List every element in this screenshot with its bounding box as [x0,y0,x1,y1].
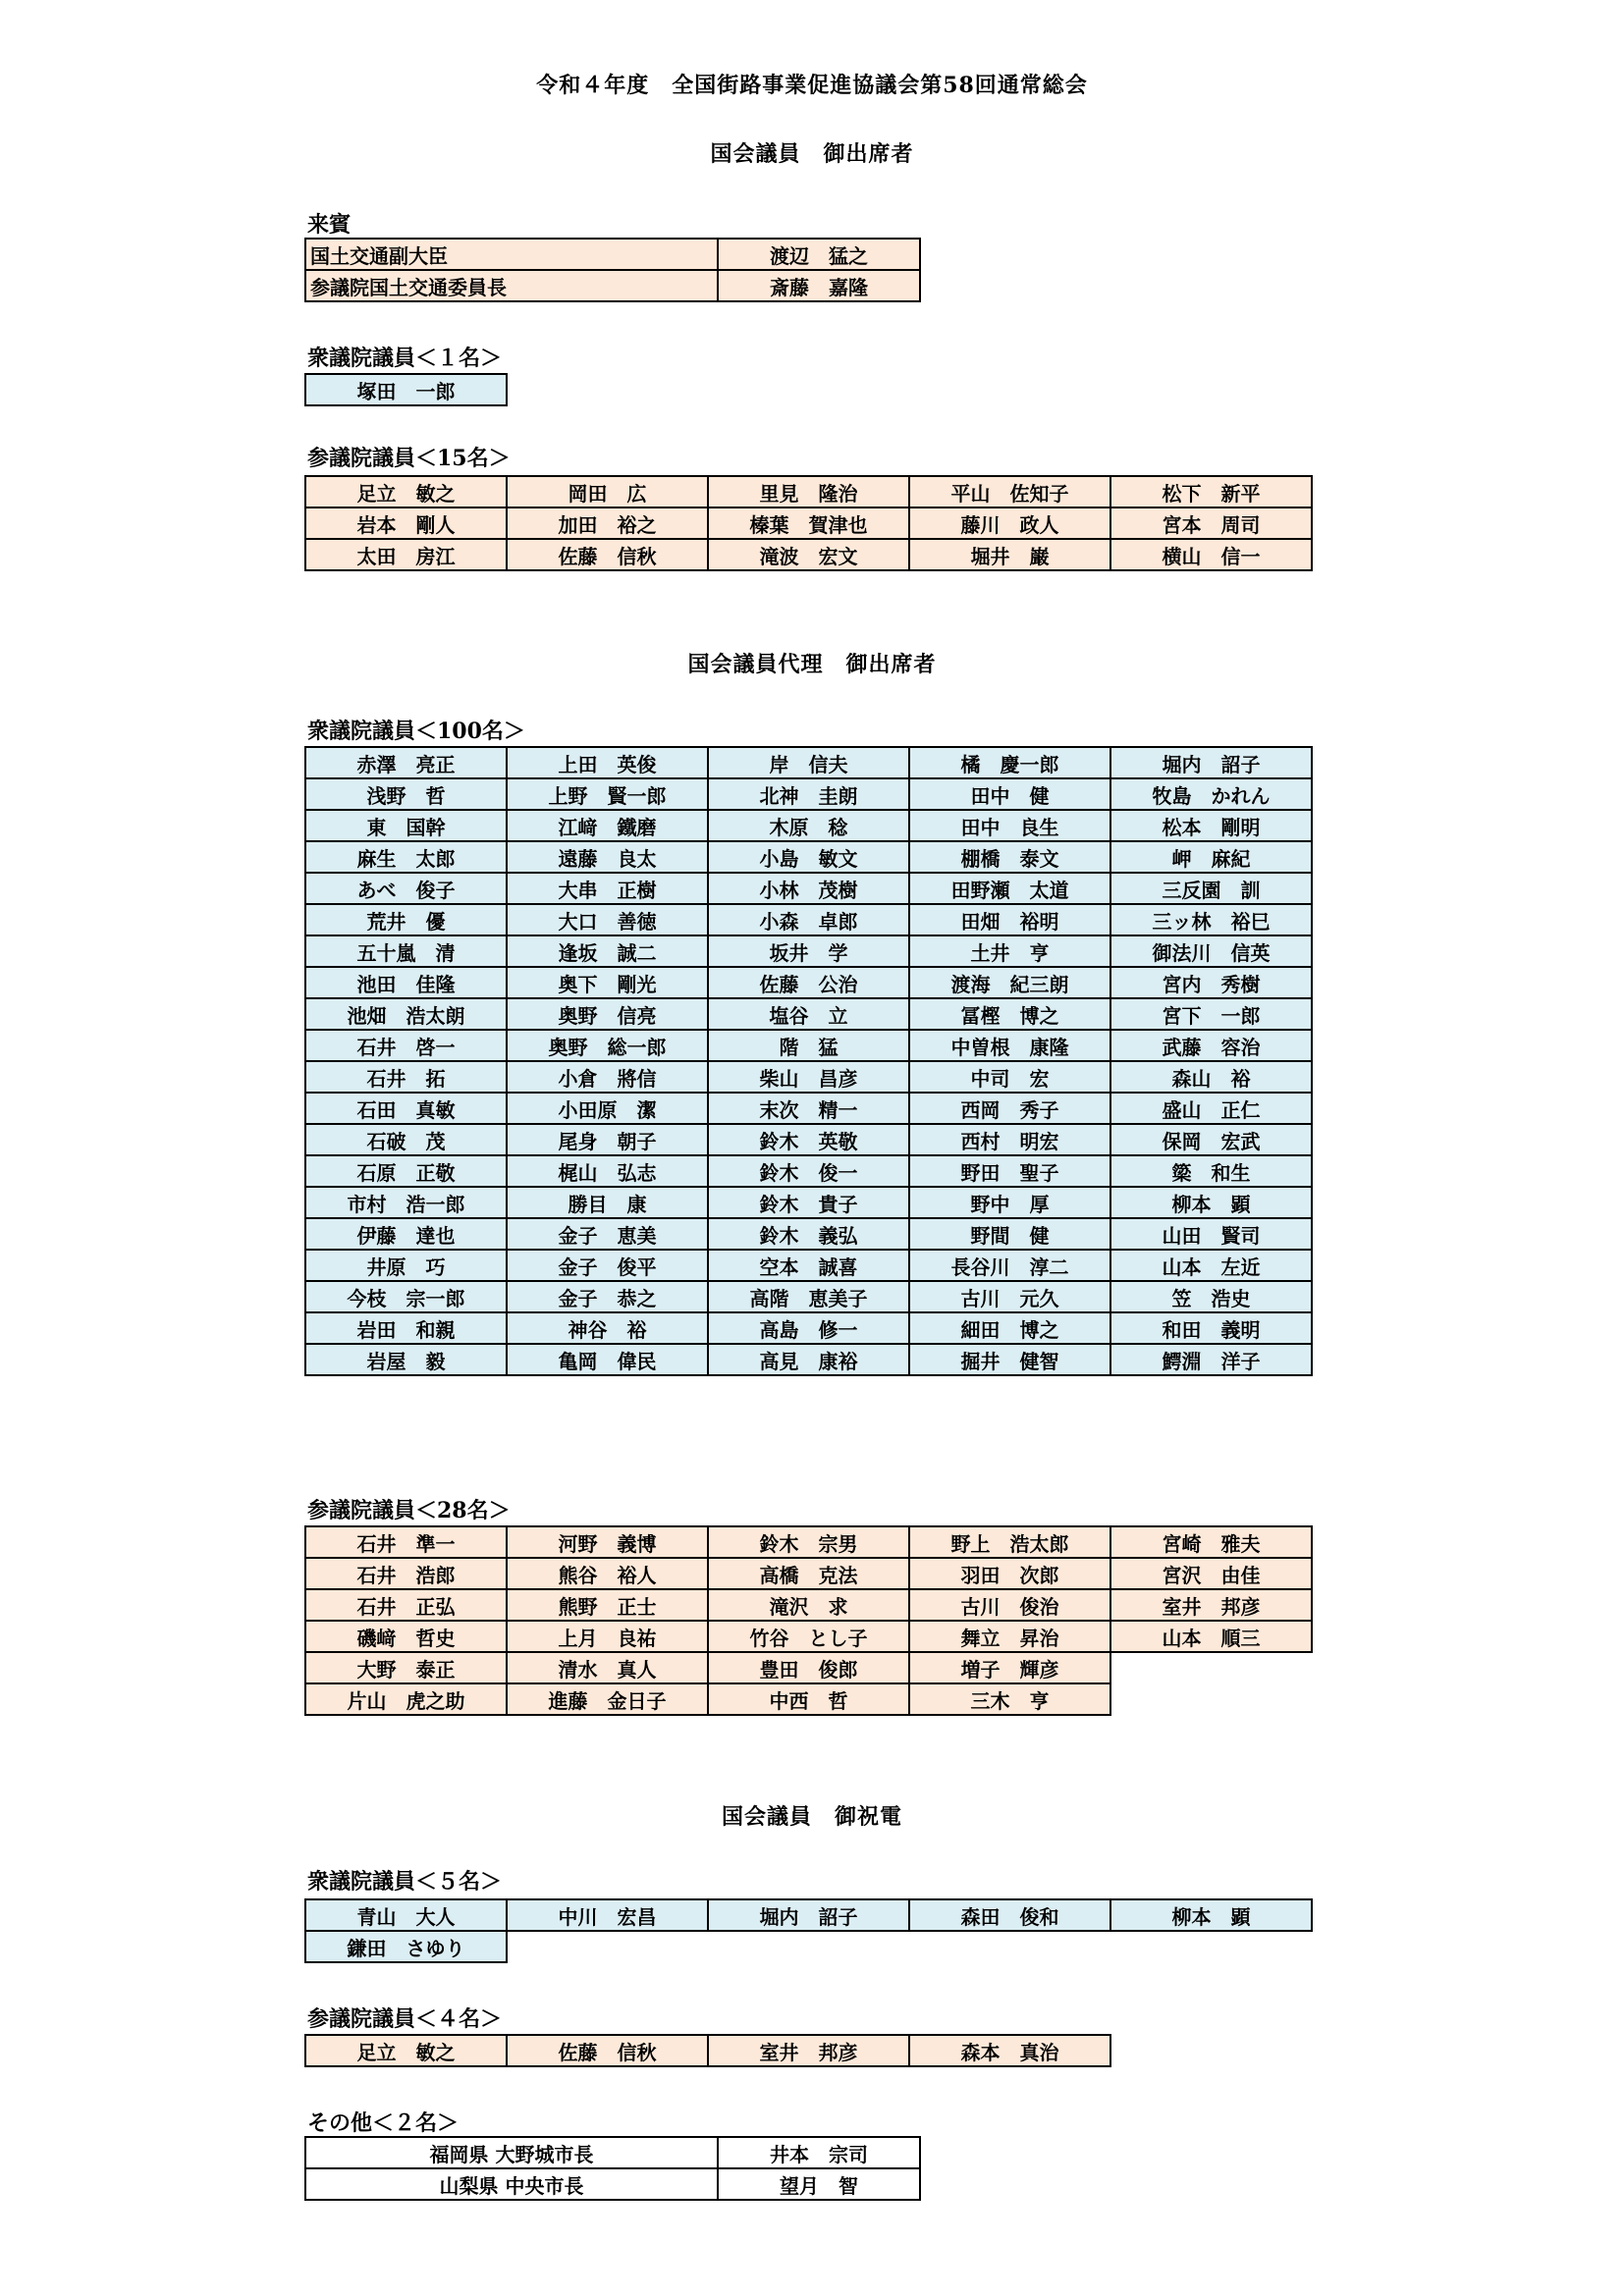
member-name-cell: 掘井 健智 [909,1344,1110,1375]
member-name-cell: 舞立 昇治 [909,1621,1110,1652]
member-name-cell: 棚橋 泰文 [909,841,1110,873]
member-name-cell: 石田 真敏 [305,1093,507,1124]
member-name-cell: 宮崎 雅夫 [1110,1526,1312,1558]
member-name-cell: 三反園 訓 [1110,873,1312,904]
member-name-cell: 東 国幹 [305,810,507,841]
table-row [305,1899,1312,1931]
member-name-cell: 石井 啓一 [305,1030,507,1061]
table-row [305,476,1312,507]
member-name-cell: 牧島 かれん [1110,778,1312,810]
tele-shu-label: 衆議院議員＜５名＞ [307,1869,503,1895]
member-name-cell: 片山 虎之助 [305,1683,507,1715]
member-name-cell: 三ッ林 裕巳 [1110,904,1312,935]
member-name-cell: 小森 卓郎 [708,904,909,935]
table-row [305,239,920,270]
empty-cell [906,374,1106,405]
table-row [305,1931,1312,1962]
guest-role: 参議院国土交通委員長 [305,270,718,301]
proxy-shu-table [304,746,1313,1376]
member-name-cell: 土井 亨 [909,935,1110,967]
member-name-cell: 西岡 秀子 [909,1093,1110,1124]
member-name-cell: 藤川 政人 [909,507,1110,539]
table-row [305,1558,1312,1589]
member-name-cell: 羽田 次郎 [909,1558,1110,1589]
member-name-cell: 鈴木 英敬 [708,1124,909,1155]
member-name-cell: 森田 俊和 [909,1899,1110,1931]
member-name-cell: 堀内 詔子 [708,1899,909,1931]
member-name-cell: 鰐淵 洋子 [1110,1344,1312,1375]
member-name-cell: 御法川 信英 [1110,935,1312,967]
member-name-cell: 平山 佐知子 [909,476,1110,507]
member-name-cell: 上野 賢一郎 [507,778,708,810]
member-name-cell: 大串 正樹 [507,873,708,904]
member-name-cell: 岡田 広 [507,476,708,507]
member-name-cell: 増子 輝彦 [909,1652,1110,1683]
member-name-cell: 田野瀬 太道 [909,873,1110,904]
empty-cell [1106,374,1305,405]
member-name-cell: 柳本 顕 [1110,1187,1312,1218]
table-row [305,539,1312,570]
member-name-cell: 奥野 信亮 [507,998,708,1030]
empty-cell [909,1931,1110,1962]
member-name-cell: 尾身 朝子 [507,1124,708,1155]
member-name-cell: 北神 圭朗 [708,778,909,810]
member-name-cell: 石井 浩郎 [305,1558,507,1589]
member-name-cell: 大野 泰正 [305,1652,507,1683]
empty-cell [1110,1652,1312,1683]
member-name-cell: 石井 拓 [305,1061,507,1093]
member-name-cell: 今枝 宗一郎 [305,1281,507,1312]
member-name-cell: 高見 康裕 [708,1344,909,1375]
attend-san-table [304,475,1313,571]
table-row [305,2137,920,2168]
member-name-cell: 榛葉 賀津也 [708,507,909,539]
member-name-cell: 金子 俊平 [507,1250,708,1281]
member-name-cell: 堀内 詔子 [1110,747,1312,778]
table-row [305,904,1312,935]
member-name-cell: 中司 宏 [909,1061,1110,1093]
member-name-cell: 鈴木 俊一 [708,1155,909,1187]
table-row [305,841,1312,873]
empty-cell [707,374,906,405]
member-name-cell: 太田 房江 [305,539,507,570]
member-name-cell: 高橋 克法 [708,1558,909,1589]
member-name-cell: 進藤 金日子 [507,1683,708,1715]
attend-san-label: 参議院議員＜15名＞ [307,446,511,471]
attend-shu-table [304,373,1305,406]
table-row [305,374,1305,405]
member-name-cell: 佐藤 信秋 [507,539,708,570]
member-name-cell: 足立 敏之 [305,2035,507,2066]
member-name-cell: 宮沢 由佳 [1110,1558,1312,1589]
member-name-cell: 山本 左近 [1110,1250,1312,1281]
table-row [305,1030,1312,1061]
member-name-cell: 保岡 宏武 [1110,1124,1312,1155]
member-name-cell: 松本 剛明 [1110,810,1312,841]
proxy-shu-label: 衆議院議員＜100名＞ [307,719,525,744]
member-name-cell: 江﨑 鐵磨 [507,810,708,841]
member-name-cell: 岸 信夫 [708,747,909,778]
table-row [305,1281,1312,1312]
table-row [305,873,1312,904]
others-label: その他＜２名＞ [307,2110,460,2136]
member-name-cell: 宮内 秀樹 [1110,967,1312,998]
member-name-cell: 磯﨑 哲史 [305,1621,507,1652]
table-row [305,1155,1312,1187]
member-name-cell: 足立 敏之 [305,476,507,507]
member-name-cell: 室井 邦彦 [708,2035,909,2066]
empty-cell [507,374,707,405]
member-name-cell: 金子 恵美 [507,1218,708,1250]
empty-cell [1110,1931,1312,1962]
member-name-cell: 五十嵐 清 [305,935,507,967]
table-row [305,1250,1312,1281]
member-name-cell: 神谷 裕 [507,1312,708,1344]
member-name-cell: 鈴木 義弘 [708,1218,909,1250]
member-name-cell: 柴山 昌彦 [708,1061,909,1093]
member-name-cell: 清水 真人 [507,1652,708,1683]
table-row [305,998,1312,1030]
member-name-cell: 末次 精一 [708,1093,909,1124]
other-role: 福岡県 大野城市長 [305,2137,718,2168]
member-name-cell: 青山 大人 [305,1899,507,1931]
other-name: 望月 智 [718,2168,920,2200]
member-name-cell: 大口 善徳 [507,904,708,935]
table-row [305,1652,1312,1683]
member-name-cell: 山田 賢司 [1110,1218,1312,1250]
attend-shu-label: 衆議院議員＜１名＞ [307,346,503,371]
member-name-cell: 階 猛 [708,1030,909,1061]
guests-label: 来賓 [307,212,352,238]
other-name: 井本 宗司 [718,2137,920,2168]
member-name-cell: 亀岡 偉民 [507,1344,708,1375]
member-name-cell: 佐藤 信秋 [507,2035,708,2066]
table-row [305,1218,1312,1250]
empty-cell [507,1931,708,1962]
other-role: 山梨県 中央市長 [305,2168,718,2200]
member-name-cell: 古川 元久 [909,1281,1110,1312]
member-name-cell: 松下 新平 [1110,476,1312,507]
member-name-cell: 森本 真治 [909,2035,1110,2066]
member-name-cell: 渡海 紀三朗 [909,967,1110,998]
member-name-cell: 上田 英俊 [507,747,708,778]
member-name-cell: 野中 厚 [909,1187,1110,1218]
member-name-cell: 金子 恭之 [507,1281,708,1312]
table-row [305,1187,1312,1218]
member-name-cell: 田中 健 [909,778,1110,810]
member-name-cell: 鎌田 さゆり [305,1931,507,1962]
member-name-cell: 赤澤 亮正 [305,747,507,778]
guest-name: 斎藤 嘉隆 [718,270,920,301]
member-name-cell: 野上 浩太郎 [909,1526,1110,1558]
member-name-cell: 木原 稔 [708,810,909,841]
tele-shu-table [304,1898,1313,1963]
section-heading-proxy: 国会議員代理 御出席者 [687,652,937,677]
member-name-cell: 岩田 和親 [305,1312,507,1344]
table-row [305,1312,1312,1344]
member-name-cell: 石破 茂 [305,1124,507,1155]
member-name-cell: 野間 健 [909,1218,1110,1250]
member-name-cell: 遠藤 良太 [507,841,708,873]
member-name-cell: 中西 哲 [708,1683,909,1715]
others-table [304,2136,921,2201]
table-row [305,2168,920,2200]
member-name-cell: 小島 敏文 [708,841,909,873]
member-name-cell: 塚田 一郎 [305,374,507,405]
member-name-cell: 小林 茂樹 [708,873,909,904]
member-name-cell: 柳本 顕 [1110,1899,1312,1931]
member-name-cell: 長谷川 淳二 [909,1250,1110,1281]
table-row [305,1093,1312,1124]
member-name-cell: 坂井 学 [708,935,909,967]
member-name-cell: 熊野 正士 [507,1589,708,1621]
guest-role: 国土交通副大臣 [305,239,718,270]
member-name-cell: 市村 浩一郎 [305,1187,507,1218]
member-name-cell: 鈴木 宗男 [708,1526,909,1558]
table-row [305,747,1312,778]
document-title: 令和４年度 全国街路事業促進協議会第58回通常総会 [536,73,1088,98]
table-row [305,935,1312,967]
member-name-cell: 井原 巧 [305,1250,507,1281]
table-row [305,1621,1312,1652]
member-name-cell: 武藤 容治 [1110,1030,1312,1061]
member-name-cell: 宮本 周司 [1110,507,1312,539]
member-name-cell: 中川 宏昌 [507,1899,708,1931]
member-name-cell: 田中 良生 [909,810,1110,841]
section-heading-attend: 国会議員 御出席者 [710,141,914,167]
member-name-cell: 奥下 剛光 [507,967,708,998]
member-name-cell: 橘 慶一郎 [909,747,1110,778]
member-name-cell: 逢坂 誠二 [507,935,708,967]
member-name-cell: 細田 博之 [909,1312,1110,1344]
member-name-cell: 上月 良祐 [507,1621,708,1652]
member-name-cell: 古川 俊治 [909,1589,1110,1621]
member-name-cell: 塩谷 立 [708,998,909,1030]
member-name-cell: 野田 聖子 [909,1155,1110,1187]
member-name-cell: 浅野 哲 [305,778,507,810]
member-name-cell: 横山 信一 [1110,539,1312,570]
proxy-san-label: 参議院議員＜28名＞ [307,1498,511,1523]
member-name-cell: 石井 準一 [305,1526,507,1558]
table-row [305,1589,1312,1621]
member-name-cell: 豊田 俊郎 [708,1652,909,1683]
section-heading-telegram: 国会議員 御祝電 [721,1804,902,1830]
member-name-cell: 高階 恵美子 [708,1281,909,1312]
member-name-cell: 簗 和生 [1110,1155,1312,1187]
proxy-san-table [304,1525,1313,1716]
member-name-cell: 石原 正敬 [305,1155,507,1187]
table-row [305,810,1312,841]
member-name-cell: 勝目 康 [507,1187,708,1218]
member-name-cell: 岩屋 毅 [305,1344,507,1375]
member-name-cell: 麻生 太郎 [305,841,507,873]
member-name-cell: 空本 誠喜 [708,1250,909,1281]
table-row [305,1124,1312,1155]
member-name-cell: 小田原 潔 [507,1093,708,1124]
table-row [305,2035,1311,2066]
member-name-cell: 山本 順三 [1110,1621,1312,1652]
member-name-cell: 冨樫 博之 [909,998,1110,1030]
member-name-cell: 池畑 浩太朗 [305,998,507,1030]
empty-cell [1110,2035,1311,2066]
member-name-cell: 佐藤 公治 [708,967,909,998]
member-name-cell: 熊谷 裕人 [507,1558,708,1589]
member-name-cell: 宮下 一郎 [1110,998,1312,1030]
table-row [305,1061,1312,1093]
member-name-cell: 荒井 優 [305,904,507,935]
member-name-cell: 竹谷 とし子 [708,1621,909,1652]
member-name-cell: 加田 裕之 [507,507,708,539]
member-name-cell: 盛山 正仁 [1110,1093,1312,1124]
table-row [305,1526,1312,1558]
table-row [305,967,1312,998]
member-name-cell: 岩本 剛人 [305,507,507,539]
member-name-cell: 高島 修一 [708,1312,909,1344]
table-row [305,1683,1312,1715]
guest-name: 渡辺 猛之 [718,239,920,270]
member-name-cell: あべ 俊子 [305,873,507,904]
member-name-cell: 田畑 裕明 [909,904,1110,935]
tele-san-label: 参議院議員＜４名＞ [307,2006,503,2032]
member-name-cell: 森山 裕 [1110,1061,1312,1093]
member-name-cell: 岬 麻紀 [1110,841,1312,873]
member-name-cell: 和田 義明 [1110,1312,1312,1344]
empty-cell [708,1931,909,1962]
member-name-cell: 伊藤 達也 [305,1218,507,1250]
member-name-cell: 里見 隆治 [708,476,909,507]
member-name-cell: 小倉 將信 [507,1061,708,1093]
empty-cell [1110,1683,1312,1715]
member-name-cell: 堀井 巌 [909,539,1110,570]
member-name-cell: 笠 浩史 [1110,1281,1312,1312]
member-name-cell: 中曽根 康隆 [909,1030,1110,1061]
member-name-cell: 鈴木 貴子 [708,1187,909,1218]
member-name-cell: 西村 明宏 [909,1124,1110,1155]
member-name-cell: 石井 正弘 [305,1589,507,1621]
tele-san-table [304,2034,1311,2067]
member-name-cell: 滝沢 求 [708,1589,909,1621]
member-name-cell: 梶山 弘志 [507,1155,708,1187]
member-name-cell: 河野 義博 [507,1526,708,1558]
table-row [305,778,1312,810]
member-name-cell: 奥野 総一郎 [507,1030,708,1061]
member-name-cell: 池田 佳隆 [305,967,507,998]
member-name-cell: 滝波 宏文 [708,539,909,570]
guests-table [304,238,921,302]
member-name-cell: 室井 邦彦 [1110,1589,1312,1621]
table-row [305,507,1312,539]
table-row [305,270,920,301]
member-name-cell: 三木 亨 [909,1683,1110,1715]
table-row [305,1344,1312,1375]
